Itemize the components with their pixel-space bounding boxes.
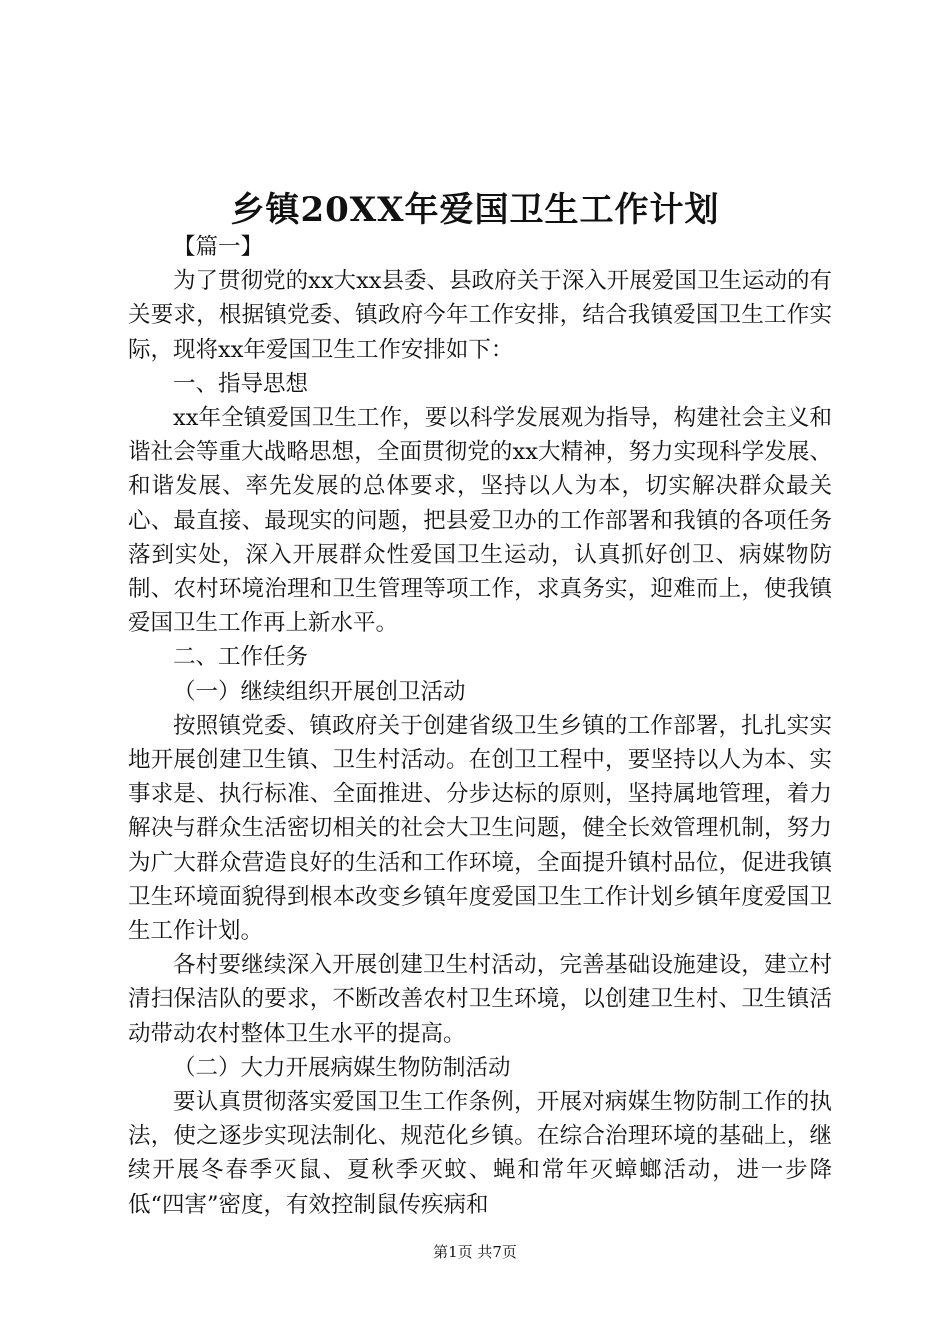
paragraph-guiding-thought: xx年全镇爱国卫生工作，要以科学发展观为指导，构建社会主义和谐社会等重大战略思想，全面贯彻党的xx大精神，努力实现科学发展、和谐发展、率先发展的总体要求，坚持以人为本，切实解决群众最关心、最直接、最现实的问题，把县爱卫办的工作部署和我镇的各项任务落到实处，深入开展群众性爱国卫生运动，认真抓好创卫、病媒物防制、农村环境治理和卫生管理等项工作，求真务实，迎难而上，使我镇爱国卫生工作再上新水平。 [128,405,832,637]
page-number-footer: 第1页 共7页 [433,1243,517,1261]
paragraph-sanitation-campaign: 按照镇党委、镇政府关于创建省级卫生乡镇的工作部署，扎扎实实地开展创建卫生镇、卫生村活动。在创卫工程中，要坚持以人为本、实事求是、执行标准、全面推进、分步达标的原则，坚持属地管理，着力解决与群众生活密切相关的社会大卫生问题，健全长效管理机制，努力为广大群众营造良好的生活和工作环境，全面提升镇村品位，促进我镇卫生环境面貌得到根本改变乡镇年度爱国卫生工作计划乡镇年度爱国卫生工作计划。 [128,712,832,945]
paragraph-village-campaign: 各村要继续深入开展创建卫生村活动，完善基础设施建设，建立村清扫保洁队的要求，不断改善农村卫生环境，以创建卫生村、卫生镇活动带动农村整体卫生水平的提高。 [128,952,832,1047]
paragraph-vector-control: 要认真贯彻落实爱国卫生工作条例，开展对病媒生物防制工作的执法，使之逐步实现法制化、规范化乡镇。在综合治理环境的基础上，继续开展冬春季灭鼠、夏秋季灭蚊、蝇和常年灭蟑螂活动，进一步降低“四害”密度，有效控制鼠传疾病和 [128,1089,832,1218]
document-body [128,230,832,1222]
paragraph-intro: 为了贯彻党的xx大xx县委、县政府关于深入开展爱国卫生运动的有关要求，根据镇党委、镇政府今年工作安排，结合我镇爱国卫生工作实际，现将xx年爱国卫生工作安排如下： [128,268,832,363]
subheading-vector-control: （二）大力开展病媒生物防制活动 [173,1054,511,1081]
heading-work-tasks: 二、工作任务 [173,644,309,671]
document-title: 乡镇20XX年爱国卫生工作计划 [230,190,720,230]
heading-guiding-thought: 一、指导思想 [173,370,309,397]
section-tag: 【篇一】 [173,234,264,260]
subheading-sanitation-campaign: （一）继续组织开展创卫活动 [173,678,466,705]
